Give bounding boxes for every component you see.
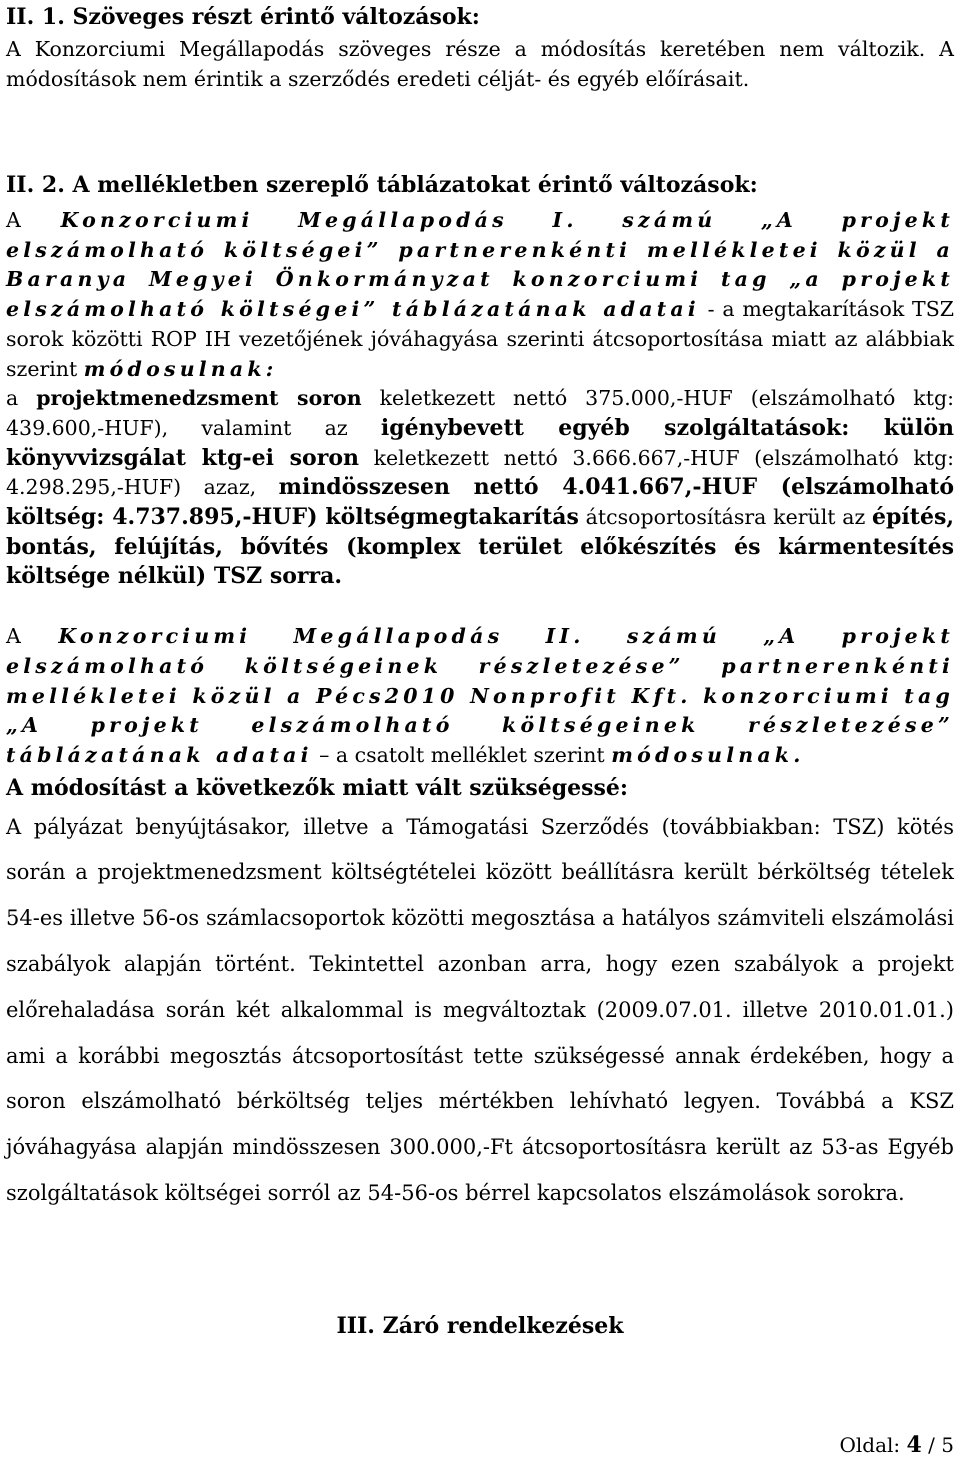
- section1-text: A Konzorciumi Megállapodás szöveges része a módosítás keretében nem változik. A módosítások nem érintik a szerződés eredeti célját- és egyéb előírásait.: [6, 37, 954, 91]
- section2-paragraph-2: [6, 622, 954, 771]
- p2-doc-title: Konzorciumi Megállapodás II. számú „A projekt elszámolható költségeinek részletezése” partnerenkénti mellékletei közül a Pécs2010 Nonprofit Kft. konzorciumi tag „A projekt elszámolható költségeinek részletezése” táblázatának adatai: [6, 624, 954, 767]
- footer-total-pages: 5: [941, 1433, 954, 1457]
- p1-doc-title: Konzorciumi Megállapodás I. számú „A projekt elszámolható költségei” partnerenkénti mellékletei közül a Baranya Megyei Önkormányzat konzorciumi tag „a projekt elszámolható költségei” táblázatának adatai: [6, 208, 954, 322]
- p2-text-a: – a csatolt melléklet szerint: [312, 742, 612, 767]
- p1-text-e: átcsoportosításra került az: [578, 505, 873, 530]
- section2-paragraph-1: [6, 206, 954, 592]
- p1-modosulnak: módosulnak:: [83, 356, 278, 381]
- p2-article: A: [6, 624, 59, 649]
- p1-mindosszesen: mindösszesen nettó 4.041.667,-HUF (elszámolható költség: 4.737.895,-HUF) költségmegtakarítás: [6, 474, 954, 531]
- p1-text-c: keletkezett nettó 375.000,-HUF (elszámolható ktg: 439.600,-HUF), valamint az: [6, 386, 954, 440]
- p2-modosulnak: módosulnak.: [611, 742, 805, 767]
- reason-text: A pályázat benyújtásakor, illetve a Támogatási Szerződés (továbbiakban: TSZ) kötés során a projektmenedzsment költségtételei között beállításra került bérköltség tételek 54-es illetve 56-os számlacsoportok közötti megosztása a hatályos számviteli elszámolási szabályok alapján történt. Tekintettel azonban arra, hogy ezen szabályok a projekt előrehaladása során két alkalommal is megváltoztak (2009.07.01. illetve 2010.01.01.) ami a korábbi megosztás átcsoportosítást tette szükségessé annak érdekében, hogy a soron elszámolható bérköltség teljes mértékben lehívható legyen. Továbbá a KSZ jóváhagyása alapján mindösszesen 300.000,-Ft átcsoportosításra került az 53-as Egyéb szolgáltatások költségei sorról az 54-56-os bérrel kapcsolatos elszámolások sorokra.: [6, 814, 954, 1206]
- p1-epites: építés, bontás, felújítás, bővítés (komplex terület előkészítés és kármentesítés költsége nélkül) TSZ sorra.: [6, 504, 954, 590]
- reason-heading: A módosítást a következők miatt vált szükségessé:: [6, 774, 629, 801]
- p1-text-a: - a megtakarítások TSZ sorok közötti ROP IH vezetőjének jóváhagyása szerinti átcsoportosítása miatt az alábbiak szerint: [6, 297, 954, 381]
- page-footer: [839, 1432, 954, 1458]
- footer-separator: /: [921, 1433, 942, 1457]
- p1-text-d: keletkezett nettó 3.666.667,-HUF (elszámolható ktg: 4.298.295,-HUF) azaz,: [6, 445, 955, 500]
- section1-heading: II. 1. Szöveges részt érintő változások:: [6, 4, 480, 30]
- document-page: [6, 0, 954, 1341]
- p1-text-b: a: [6, 386, 37, 411]
- section2-heading: II. 2. A mellékletben szereplő táblázatokat érintő változások:: [6, 172, 758, 198]
- p1-projektmenedzsment: projektmenedzsment soron: [36, 386, 362, 411]
- footer-current-page: 4: [906, 1432, 922, 1458]
- footer-label: Oldal:: [839, 1433, 907, 1457]
- p1-article: A: [6, 208, 21, 232]
- section3-heading: III. Záró rendelkezések: [336, 1312, 624, 1339]
- p1-igenybevett: igénybevett egyéb szolgáltatások: külön könyvvizsgálat ktg-ei soron: [6, 414, 954, 471]
